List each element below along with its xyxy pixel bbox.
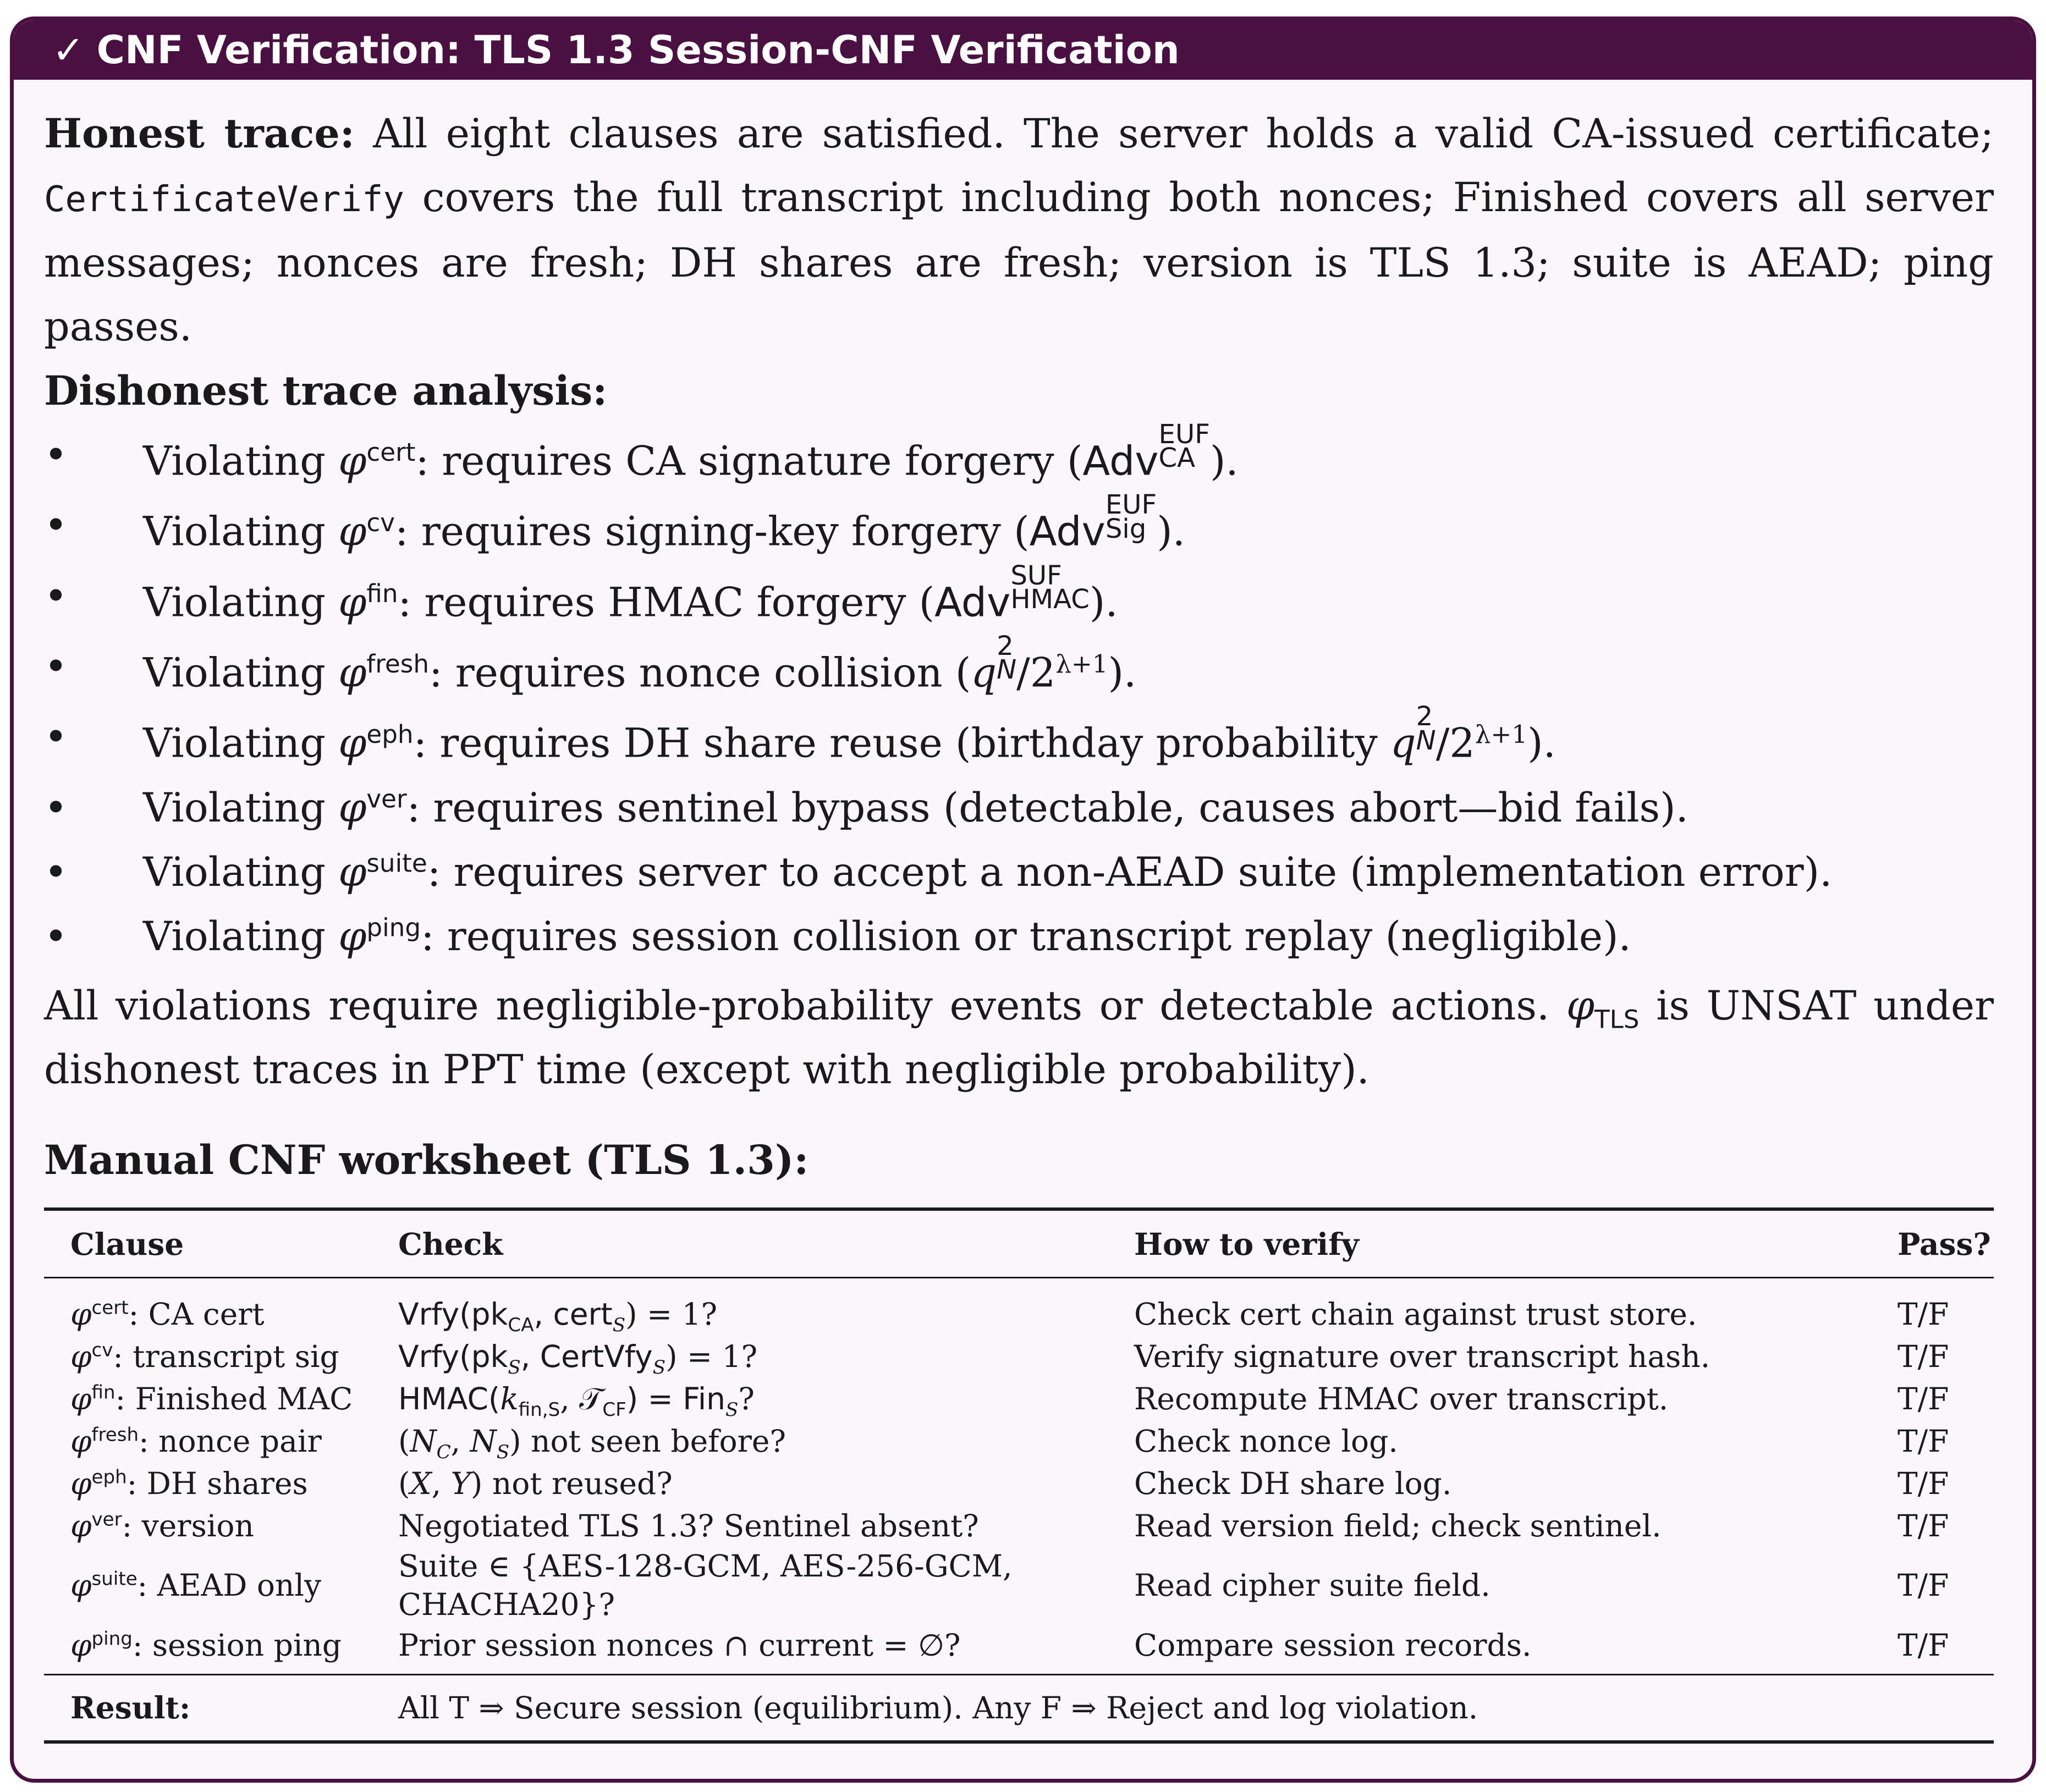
pass-cell: T/F <box>1898 1627 1949 1663</box>
check-cell: $Vrfy(pk_S$, CertVfy$_S$) = 1? <box>398 1338 758 1379</box>
verify-cell: Compare session records. <box>1134 1627 1532 1663</box>
pass-cell: T/F <box>1898 1338 1949 1374</box>
table-row <box>44 1278 1994 1336</box>
pass-cell: T/F <box>1898 1381 1949 1416</box>
col-pass: Pass? <box>1898 1226 1991 1262</box>
conclusion-paragraph: All violations require negligible-probability events or detectable actions. $\varphi_{TLS}$ is UNSAT under dishonest traces in PPT time (except with negligible probability). <box>44 982 1994 1093</box>
verify-cell: Recompute HMAC over transcript. <box>1134 1381 1669 1416</box>
worksheet-heading: Manual CNF worksheet (TLS 1.3): <box>44 1136 809 1184</box>
box-content <box>44 102 1994 1192</box>
pass-cell: T/F <box>1898 1423 1949 1459</box>
clause-cell: $\varphi^{fresh}$: nonce pair <box>70 1423 322 1459</box>
table-row <box>44 1624 1994 1675</box>
clause-cell: $\varphi^{ver}$: version <box>70 1508 254 1543</box>
clause-cell: $\varphi^{eph}$: DH shares <box>70 1465 308 1501</box>
pass-cell: T/F <box>1898 1508 1949 1543</box>
violation-item-fresh: • Violating $\varphi^{fresh}$: requires nonce collision (q 2 N $/2^{\lambda+1}$). <box>44 635 1994 705</box>
dishonest-heading: Dishonest trace analysis: <box>44 367 608 415</box>
honest-trace-paragraph: Honest trace: All eight clauses are satisfied. The server holds a valid CA-issued certificate; CertificateVerify covers the full transcript including both nonces; Finished covers all server messages; nonces are fresh; DH shares are fresh; version is TLS 1.3; suite is AEAD; ping passes. <box>44 110 1994 350</box>
clause-cell: $\varphi^{ping}$: session ping <box>70 1627 342 1663</box>
check-cell: ($N_C$, $N_S$) not seen before? <box>398 1423 786 1463</box>
clause-cell: $\varphi^{suite}$: AEAD only <box>70 1568 322 1603</box>
violation-item-suite: • Violating $\varphi^{suite}$: requires server to accept a non-AEAD suite (implementation error). <box>44 840 1994 905</box>
violation-item-fin: • Violating $\varphi^{fin}$: requires HMAC forgery (Adv SUF HMAC ). <box>44 564 1994 635</box>
cnf-worksheet-table <box>44 1207 1994 1744</box>
check-cell: $Vrfy(pk_{CA}$, cert$_S$) = 1? <box>398 1296 718 1336</box>
violation-item-ver: • Violating $\varphi^{ver}$: requires sentinel bypass (detectable, causes abort—bid fails). <box>44 776 1994 840</box>
verify-cell: Check DH share log. <box>1134 1465 1452 1501</box>
result-label: Result: <box>70 1690 191 1725</box>
violation-item-cert: • Violating $\varphi^{cert}$: requires CA signature forgery (Adv EUF CA ). <box>44 423 1994 493</box>
result-text: All T ⇒ Secure session (equilibrium). Any F ⇒ Reject and log violation. <box>398 1690 1478 1725</box>
check-cell: (X, Y) not reused? <box>398 1465 673 1501</box>
certificate-verify-code: CertificateVerify <box>44 179 405 220</box>
table-row <box>44 1462 1994 1504</box>
check-cell: Prior session nonces ∩ current = ∅? <box>398 1627 961 1663</box>
clause-cell: $\varphi^{cv}$: transcript sig <box>70 1338 339 1374</box>
box-title-bar <box>14 20 2032 80</box>
check-icon: ✓ <box>52 27 85 73</box>
table-row <box>44 1547 1994 1624</box>
honest-trace-label: Honest trace: <box>44 110 355 157</box>
table-row <box>44 1377 1994 1420</box>
pass-cell: T/F <box>1898 1296 1949 1332</box>
table-row <box>44 1420 1994 1462</box>
table-header-row <box>44 1209 1994 1278</box>
verify-cell: Check nonce log. <box>1134 1423 1398 1459</box>
clause-cell: $\varphi^{fin}$: Finished MAC <box>70 1381 353 1416</box>
violation-item-ping: • Violating $\varphi^{ping}$: requires session collision or transcript replay (negligible). <box>44 905 1994 969</box>
check-cell: Negotiated TLS 1.3? Sentinel absent? <box>398 1508 979 1543</box>
violation-item-eph: • Violating $\varphi^{eph}$: requires DH share reuse (birthday probability q 2 N $/2^{\lambda+1}$). <box>44 705 1994 775</box>
table-row <box>44 1504 1994 1547</box>
verify-cell: Verify signature over transcript hash. <box>1134 1338 1711 1374</box>
check-cell: Suite ∈ {AES-128-GCM, AES-256-GCM, CHACHA20}? <box>398 1548 1013 1622</box>
col-check: Check <box>398 1226 503 1262</box>
violation-list <box>44 419 1994 969</box>
verify-cell: Check cert chain against trust store. <box>1134 1296 1697 1332</box>
box-title: CNF Verification: TLS 1.3 Session-CNF Verification <box>96 27 1180 73</box>
verify-cell: Read cipher suite field. <box>1134 1568 1491 1603</box>
check-cell: $HMAC(k_{fin,S}$, 𝒯$_{CF}$) = Fin$_S$? <box>398 1381 755 1421</box>
clause-cell: $\varphi^{cert}$: CA cert <box>70 1296 265 1332</box>
col-clause: Clause <box>70 1226 184 1262</box>
violation-item-cv: • Violating $\varphi^{cv}$: requires signing-key forgery (Adv EUF Sig ). <box>44 493 1994 564</box>
pass-cell: T/F <box>1898 1465 1949 1501</box>
verify-cell: Read version field; check sentinel. <box>1134 1508 1662 1543</box>
result-row <box>44 1675 1994 1743</box>
col-how-to-verify: How to verify <box>1134 1226 1359 1262</box>
pass-cell: T/F <box>1898 1568 1949 1603</box>
table-row <box>44 1335 1994 1377</box>
